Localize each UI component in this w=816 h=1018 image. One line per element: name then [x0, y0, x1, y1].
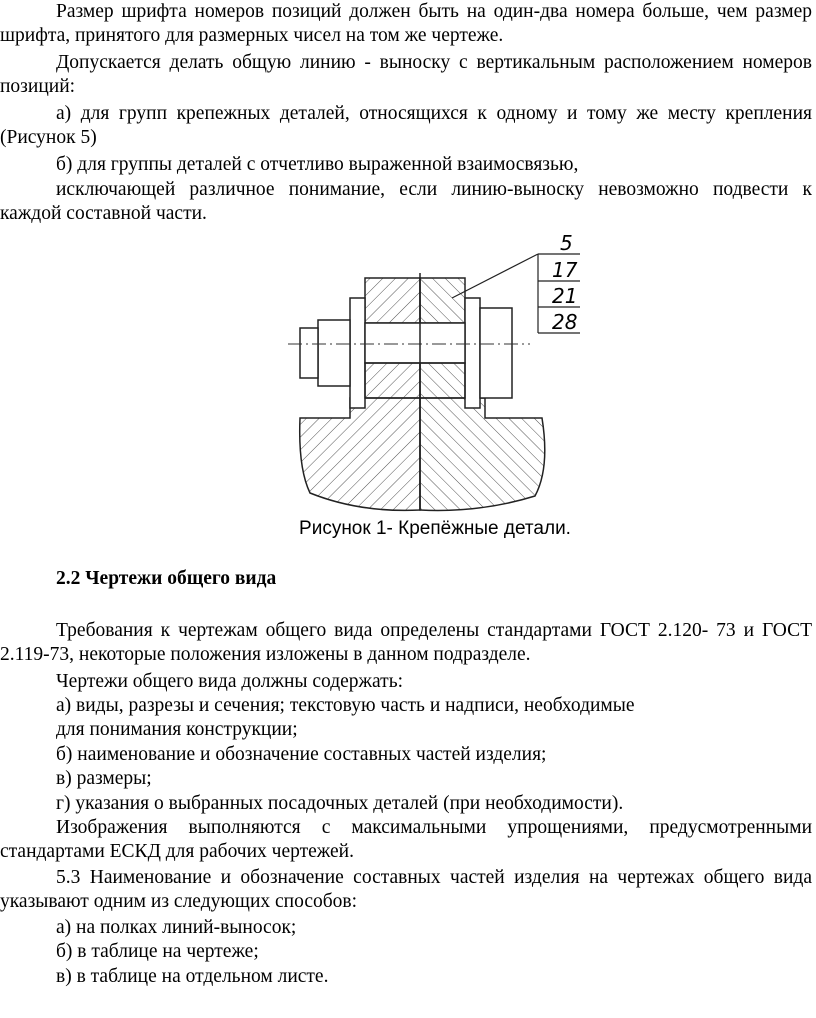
- paragraph-must-contain: Чертежи общего вида должны содержать:: [56, 671, 404, 692]
- flange-right: [420, 278, 465, 323]
- lower-flange-left: [365, 363, 420, 398]
- bolt-head: [318, 320, 350, 386]
- list-item-b-group: б) для группы деталей с отчетливо выраженной взаимосвязью,: [56, 154, 579, 175]
- paragraph-simplification: Изображения выполняются с максимальными упрощениями, предусмотренными стандартами ЕСКД для рабочих чертежей.: [0, 817, 812, 862]
- list-item-v-dimensions: в) размеры;: [56, 768, 152, 789]
- leader-line: [452, 254, 538, 298]
- list-item-b-names: б) наименование и обозначение составных частей изделия;: [56, 744, 547, 765]
- list-item-a-continuation: для понимания конструкции;: [56, 719, 298, 740]
- washer-right: [465, 298, 480, 408]
- callout-number-28: 28: [552, 310, 578, 334]
- base-part-left: [300, 398, 420, 510]
- paragraph-5-3: 5.3 Наименование и обозначение составных частей изделия на чертежах общего вида указывают одним из следующих способов:: [0, 867, 812, 912]
- bolt-shank: [365, 323, 465, 363]
- paragraph-font-size: Размер шрифта номеров позиций должен быть на один-два номера больше, чем размер шрифта, принятого для размерных чисел на том же чертеже.: [0, 1, 812, 46]
- callout-number-21: 21: [552, 284, 578, 308]
- paragraph-exclusion: исключающей различное понимание, если линию-выноску невозможно подвести к каждой составной части.: [0, 179, 812, 224]
- flange-left: [365, 278, 420, 323]
- paragraph-gost: Требования к чертежам общего вида определены стандартами ГОСТ 2.120- 73 и ГОСТ 2.119-73, некоторые положения изложены в данном подразделе.: [0, 620, 812, 665]
- nut: [480, 308, 512, 398]
- bolt-end: [300, 328, 318, 378]
- list-item-g-fits: г) указания о выбранных посадочных деталей (при необходимости).: [56, 793, 624, 814]
- list-item-a-views: а) виды, разрезы и сечения; текстовую часть и надписи, необходимые: [56, 695, 635, 716]
- callout-number-5: 5: [560, 231, 573, 255]
- fastener-drawing-figure: [280, 228, 600, 518]
- list-item-v-sheet: в) в таблице на отдельном листе.: [56, 966, 329, 987]
- figure-caption: Рисунок 1- Крепёжные детали.: [299, 518, 571, 539]
- section-heading: 2.2 Чертежи общего вида: [56, 568, 277, 589]
- callout-number-17: 17: [552, 258, 578, 282]
- list-item-a-shelves: а) на полках линий-выносок;: [56, 917, 297, 938]
- washer-left: [350, 298, 365, 408]
- paragraph-leader-line: Допускается делать общую линию - выноску с вертикальным расположением номеров позиций:: [0, 52, 812, 97]
- base-part-right: [420, 398, 545, 510]
- list-item-b-table: б) в таблице на чертеже;: [56, 941, 259, 962]
- list-item-a-fasteners: а) для групп крепежных деталей, относящихся к одному и тому же месту крепления (Рисунок 5): [0, 103, 812, 148]
- fastener-drawing: [280, 228, 600, 518]
- lower-flange-right: [420, 363, 465, 398]
